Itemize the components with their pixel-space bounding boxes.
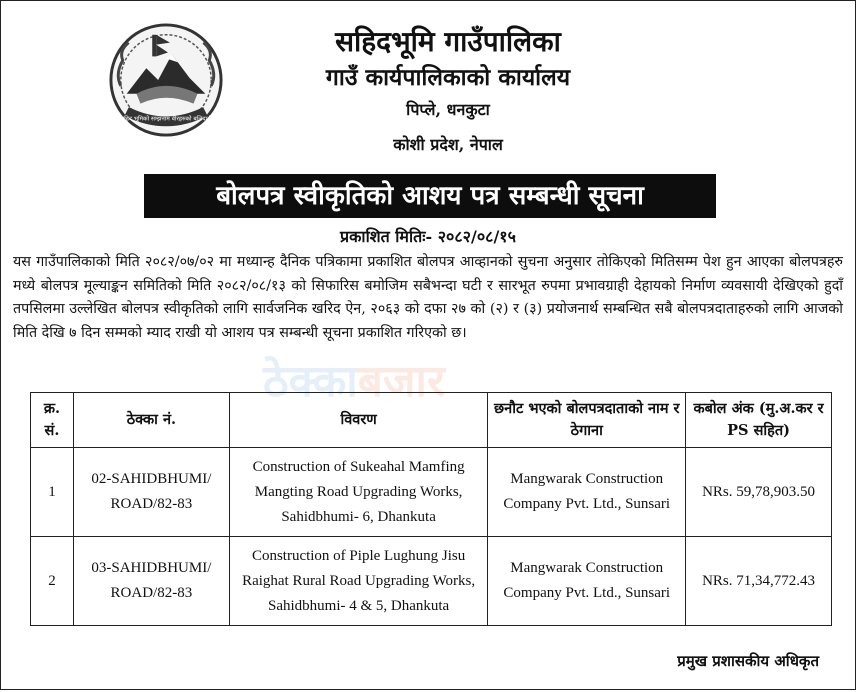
province-country: कोशी प्रदेश, नेपाल bbox=[393, 135, 503, 154]
table-header-row bbox=[31, 393, 832, 448]
col-header-description: विवरण bbox=[229, 393, 488, 448]
col-header-amount: कबोल अंक (मु.अ.कर र PS सहित) bbox=[686, 393, 832, 448]
table-row bbox=[31, 537, 832, 626]
cell-sn: 2 bbox=[31, 537, 74, 626]
cell-contract-no: 03-SAHIDBHUMI/ ROAD/82-83 bbox=[73, 537, 229, 626]
published-date: प्रकाशित मितिः- २०८२/०८/१५ bbox=[340, 227, 516, 246]
svg-text:सहिद भूमिको सम्झनाम वीरहरुको ब: सहिद भूमिको सम्झनाम वीरहरुको बलिदानी bbox=[120, 116, 212, 123]
letterhead bbox=[1, 23, 855, 157]
notice-title: बोलपत्र स्वीकृतिको आशय पत्र सम्बन्धी सूचना bbox=[144, 174, 716, 218]
col-header-bidder: छनौट भएको बोलपत्रदाताको नाम र ठेगाना bbox=[488, 393, 686, 448]
watermark-part2: बजार bbox=[357, 356, 445, 407]
col-header-contract-no: ठेक्का नं. bbox=[73, 393, 229, 448]
cell-description: Construction of Piple Lughung Jisu Raighat Rural Road Upgrading Works, Sahidbhumi- 4 & 5, Dhankuta bbox=[229, 537, 488, 626]
bid-table bbox=[30, 392, 832, 626]
organization-name: सहिदभूमि गाउँपालिका bbox=[335, 25, 561, 58]
cell-sn: 1 bbox=[31, 448, 74, 537]
watermark-part1: ठेक्का bbox=[263, 356, 358, 407]
cell-bidder: Mangwarak Construction Company Pvt. Ltd., Sunsari bbox=[488, 448, 686, 537]
cell-amount: NRs. 59,78,903.50 bbox=[686, 448, 832, 537]
office-name: गाउँ कार्यपालिकाको कार्यालय bbox=[325, 64, 571, 91]
col-header-sn: क्र. सं. bbox=[31, 393, 74, 448]
notice-body: यस गाउँपालिकाको मिति २०८२/०७/०२ मा मध्यान्ह दैनिक पत्रिकामा प्रकाशित बोलपत्र आव्हानको सुचना अनुसार तोकिएको मितिसम्म पेश हुन आएका बोलपत्रहरु मध्ये बोलपत्र मूल्याङ्कन समितिको मिति २०८२/०८/१३ को सिफारिस बमोजिम सबैभन्दा घटी र सारभूत रुपमा प्रभावग्राही देहायको निर्माण व्यवसायी देखिएको हुदाँ तपसिलमा उल्लेखित बोलपत्र स्वीकृतिको लागि सार्वजनिक खरिद ऐन, २०६३ को दफा २७ को (२) र (३) प्रयोजनार्थ सम्बन्धित सबै बोलपत्रदाताहरुको लागि आजको मिति देखि ७ दिन सम्मको म्याद राखी यो आशय पत्र सम्बन्धी सूचना प्रकाशित गरिएको छ। bbox=[13, 254, 843, 341]
cell-description: Construction of Sukeahal Mamfing Mangting Road Upgrading Works, Sahidbhumi- 6, Dhankuta bbox=[229, 448, 488, 537]
office-address: पिप्ले, धनकुटा bbox=[406, 100, 490, 119]
cell-contract-no: 02-SAHIDBHUMI/ ROAD/82-83 bbox=[73, 448, 229, 537]
signatory-title: प्रमुख प्रशासकीय अधिकृत bbox=[677, 652, 819, 670]
table-row bbox=[31, 448, 832, 537]
cell-bidder: Mangwarak Construction Company Pvt. Ltd., Sunsari bbox=[488, 537, 686, 626]
cell-amount: NRs. 71,34,772.43 bbox=[686, 537, 832, 626]
